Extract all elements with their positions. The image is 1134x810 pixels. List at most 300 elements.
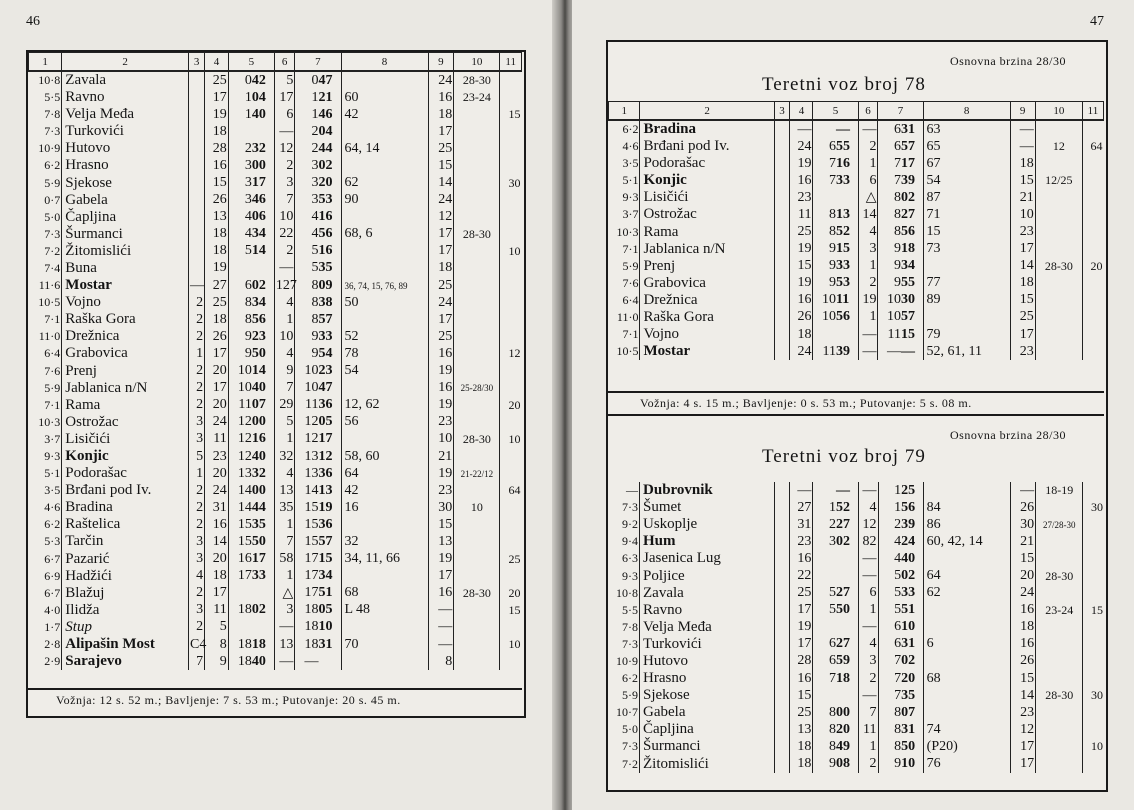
- col-3-value: 2: [189, 585, 205, 602]
- crossing-trains: [923, 619, 1010, 636]
- stop-duration: △: [274, 585, 294, 602]
- col-3-value: [774, 223, 790, 240]
- departure-hour: 8: [878, 721, 901, 738]
- col-3-value: 2: [189, 311, 205, 328]
- summary-footer-78: Vožnja: 4 s. 15 m.; Bavljenje: 0 s. 53 m.; Putovanje: 5 s. 08 m.: [640, 396, 972, 410]
- distance-km: 7·4: [44, 260, 61, 275]
- speed-limit: [454, 482, 500, 499]
- timetable-row: [609, 292, 1104, 309]
- col-4-value: 20: [205, 551, 229, 568]
- arrival-minute: 40: [251, 448, 266, 464]
- stop-duration: 6: [858, 172, 878, 189]
- arrival-hour: 6: [813, 138, 836, 155]
- station-name: Zavala: [62, 71, 189, 89]
- timetable-row: [29, 140, 522, 157]
- col-11-value: [1083, 567, 1104, 584]
- col-11-value: [500, 192, 522, 209]
- arrival-minute: 56: [251, 311, 266, 327]
- crossing-trains: [341, 157, 428, 174]
- col-3-value: 2: [189, 516, 205, 533]
- arrival-minute: 34: [251, 294, 266, 310]
- col-3-value: 3: [189, 431, 205, 448]
- speed-limit: 10: [454, 499, 500, 516]
- arrival-hour: 6: [813, 653, 836, 670]
- departure-hour: 18: [295, 619, 319, 636]
- col-9-value: 26: [1010, 653, 1035, 670]
- footer-divider: [28, 688, 522, 690]
- col-9-value: 15: [428, 516, 454, 533]
- distance-km: 7·6: [622, 275, 639, 290]
- departure-minute: 09: [318, 277, 333, 293]
- distance-km: 3·5: [44, 483, 61, 498]
- crossing-trains: [923, 687, 1010, 704]
- arrival-minute: [252, 585, 275, 602]
- crossing-trains: L 48: [341, 602, 428, 619]
- stop-duration: 1: [858, 309, 878, 326]
- timetable-row: [29, 328, 522, 345]
- crossing-trains: 71: [923, 206, 1010, 223]
- departure-minute: 57: [901, 309, 916, 325]
- departure-hour: 6: [878, 138, 901, 155]
- col-3-value: [189, 192, 205, 209]
- stop-duration: 5: [274, 414, 294, 431]
- distance-km: 10·7: [616, 705, 639, 720]
- col-11-value: [1083, 619, 1104, 636]
- stop-duration: —: [274, 260, 294, 277]
- speed-limit: [1035, 241, 1082, 258]
- col-4-value: 20: [205, 397, 229, 414]
- col-3-value: [774, 482, 790, 499]
- col-9-value: 24: [1010, 585, 1035, 602]
- col-3-value: [774, 499, 790, 516]
- col-9-value: 17: [428, 243, 454, 260]
- arrival-minute: 27: [835, 585, 850, 601]
- stop-duration: 9: [274, 363, 294, 380]
- col-11-value: [500, 568, 522, 585]
- crossing-trains: [341, 380, 428, 397]
- arrival-hour: 12: [228, 431, 252, 448]
- departure-hour: 12: [295, 431, 319, 448]
- timetable-row: [29, 209, 522, 226]
- page-number: 47: [1090, 14, 1104, 29]
- departure-hour: 7: [878, 172, 901, 189]
- col-9-value: 20: [1010, 567, 1035, 584]
- timetable-row: [608, 738, 1104, 755]
- distance-km: 5·1: [622, 173, 639, 188]
- speed-limit: [454, 448, 500, 465]
- crossing-trains: 36, 74, 15, 76, 89: [341, 277, 428, 294]
- crossing-trains: [341, 243, 428, 260]
- station-name: Ostrožac: [640, 206, 774, 223]
- crossing-trains: 86: [923, 516, 1010, 533]
- stop-duration: 2: [858, 756, 878, 773]
- arrival-hour: [228, 585, 252, 602]
- departure-hour: 5: [295, 243, 319, 260]
- departure-minute: 38: [318, 294, 333, 310]
- timetable-row: [29, 226, 522, 243]
- crossing-trains: 60, 42, 14: [923, 533, 1010, 550]
- arrival-hour: 6: [228, 277, 252, 294]
- crossing-trains: [923, 550, 1010, 567]
- col-9-value: 18: [1010, 155, 1035, 172]
- col-4-value: 28: [205, 140, 229, 157]
- col-3-value: 3: [189, 533, 205, 550]
- station-name: Jablanica n/N: [640, 241, 774, 258]
- col-4-value: 28: [790, 653, 813, 670]
- distance-km: 7·1: [44, 312, 61, 327]
- crossing-trains: 42: [341, 106, 428, 123]
- crossing-trains: 54: [923, 172, 1010, 189]
- col-3-value: [774, 738, 790, 755]
- col-4-value: 26: [205, 328, 229, 345]
- departure-minute: 57: [318, 533, 333, 549]
- arrival-hour: 10: [813, 292, 836, 309]
- col-11-value: [1082, 155, 1103, 172]
- departure-hour: 4: [295, 209, 319, 226]
- col-3-value: 3: [189, 414, 205, 431]
- speed-limit: 27/28-30: [1036, 516, 1083, 533]
- col-3-value: [774, 567, 790, 584]
- col-3-value: 2: [189, 619, 205, 636]
- speed-limit: [1035, 309, 1082, 326]
- departure-minute: 02: [901, 189, 916, 205]
- speed-limit: [454, 140, 500, 157]
- col-3-value: [774, 120, 790, 138]
- col-11-value: [1083, 636, 1104, 653]
- col-4-value: 17: [790, 636, 813, 653]
- col-4-value: 17: [205, 380, 229, 397]
- col-4-value: 16: [205, 516, 229, 533]
- arrival-hour: 9: [228, 345, 252, 362]
- speed-limit: 28-30: [1036, 687, 1083, 704]
- arrival-hour: 12: [228, 448, 252, 465]
- station-name: Prenj: [640, 258, 774, 275]
- distance-km: 6·4: [622, 292, 639, 307]
- speed-limit: [1036, 550, 1083, 567]
- arrival-minute: —: [835, 482, 850, 498]
- stop-duration: 14: [858, 206, 878, 223]
- departure-minute: 19: [318, 499, 333, 515]
- col-9-value: 19: [428, 551, 454, 568]
- col-9-value: 12: [428, 209, 454, 226]
- departure-hour: 1: [295, 89, 319, 106]
- col-11-value: [1083, 670, 1104, 687]
- col-3-value: 2: [189, 363, 205, 380]
- col-3-value: [189, 157, 205, 174]
- distance-km: 7·8: [622, 619, 639, 634]
- departure-minute: 46: [318, 106, 333, 122]
- col-3-value: [774, 138, 790, 155]
- stop-duration: 6: [274, 106, 294, 123]
- col-4-value: 31: [790, 516, 813, 533]
- col-4-value: 27: [790, 499, 813, 516]
- col-3-value: 2: [189, 482, 205, 499]
- arrival-hour: 8: [813, 738, 836, 755]
- col-4-value: 9: [205, 653, 229, 670]
- departure-hour: 7: [878, 687, 901, 704]
- col-4-value: 27: [205, 277, 229, 294]
- col-9-value: —: [1010, 120, 1035, 138]
- col-11-value: 25: [500, 551, 522, 568]
- timetable-row: [609, 120, 1104, 138]
- stop-duration: 2: [858, 670, 878, 687]
- arrival-hour: 1: [228, 106, 252, 123]
- departure-minute: 36: [318, 465, 333, 481]
- distance-km: 6·4: [44, 346, 61, 361]
- distance-km: 4·6: [622, 139, 639, 154]
- timetable-row: [609, 172, 1104, 189]
- col-11-value: [500, 414, 522, 431]
- station-name: Šurmanci: [640, 738, 775, 755]
- distance-km: 10·9: [616, 653, 639, 668]
- col-4-value: 23: [205, 448, 229, 465]
- departure-hour: 3: [295, 174, 319, 191]
- col-3-value: [774, 550, 790, 567]
- col-9-value: 10: [1010, 206, 1035, 223]
- speed-limit: 21-22/12: [454, 465, 500, 482]
- departure-hour: 8: [878, 738, 901, 755]
- col-11-value: [500, 653, 522, 670]
- distance-km: 5·9: [622, 688, 639, 703]
- distance-km: 9·4: [622, 534, 639, 549]
- arrival-minute: 50: [251, 533, 266, 549]
- col-11-value: [1083, 653, 1104, 670]
- col-11-value: [1083, 756, 1104, 773]
- column-header-3: 3: [189, 53, 205, 72]
- col-11-value: [500, 209, 522, 226]
- departure-minute: 10: [318, 619, 333, 635]
- col-11-value: [500, 294, 522, 311]
- col-9-value: 17: [428, 123, 454, 140]
- departure-hour: 9: [878, 241, 901, 258]
- timetable-row: [29, 174, 522, 191]
- column-header-2: 2: [640, 102, 774, 121]
- base-speed-79: Osnovna brzina 28/30: [950, 428, 1066, 442]
- distance-km: 7·3: [44, 124, 61, 139]
- stop-duration: —: [858, 120, 878, 138]
- arrival-minute: 27: [835, 636, 850, 652]
- arrival-hour: 11: [228, 397, 252, 414]
- stop-duration: 127: [275, 277, 297, 293]
- departure-minute: 17: [901, 155, 916, 171]
- col-4-value: 24: [790, 343, 813, 360]
- arrival-minute: 50: [835, 602, 850, 618]
- col-11-value: 20: [500, 397, 522, 414]
- arrival-hour: 8: [813, 223, 836, 240]
- col-11-value: 15: [500, 602, 522, 619]
- col-3-value: 2: [189, 294, 205, 311]
- col-9-value: 25: [428, 277, 454, 294]
- col-9-value: —: [1010, 482, 1035, 499]
- arrival-hour: 5: [813, 585, 836, 602]
- column-header-11: 11: [1082, 102, 1103, 121]
- arrival-hour: 3: [228, 157, 252, 174]
- arrival-hour: 15: [228, 533, 252, 550]
- arrival-minute: [836, 619, 858, 636]
- col-4-value: 22: [790, 567, 813, 584]
- departure-hour: 2: [878, 516, 901, 533]
- col-11-value: [1083, 585, 1104, 602]
- arrival-minute: 16: [836, 155, 851, 171]
- speed-limit: [1036, 704, 1083, 721]
- distance-km: 6·9: [44, 568, 61, 583]
- distance-km: 5·0: [622, 722, 639, 737]
- arrival-hour: 18: [228, 653, 252, 670]
- col-4-value: 19: [790, 241, 813, 258]
- distance-km: 11·0: [616, 309, 639, 324]
- departure-hour: 10: [878, 292, 901, 309]
- col-11-value: [500, 123, 522, 140]
- departure-minute: 40: [901, 550, 916, 566]
- distance-km: 5·5: [622, 602, 639, 617]
- departure-hour: 10: [295, 380, 319, 397]
- col-9-value: 25: [1010, 309, 1035, 326]
- departure-minute: 23: [318, 363, 333, 379]
- station-name: Uskoplje: [640, 516, 775, 533]
- stop-duration: —: [858, 482, 878, 499]
- col-4-value: 16: [790, 550, 813, 567]
- distance-km: 5·9: [622, 258, 639, 273]
- col-9-value: 19: [428, 363, 454, 380]
- station-name: Pazarić: [62, 551, 189, 568]
- station-name: Dubrovnik: [640, 482, 775, 499]
- arrival-hour: 11: [813, 343, 836, 360]
- col-4-value: 8: [205, 636, 229, 653]
- stop-duration: 7: [274, 533, 294, 550]
- column-header-7: 7: [295, 53, 341, 72]
- speed-limit: [454, 551, 500, 568]
- col-11-value: [500, 499, 522, 516]
- timetable-row: [609, 343, 1104, 360]
- departure-hour: 0: [295, 71, 319, 89]
- timetable-row: [29, 465, 522, 482]
- stop-duration: —: [858, 343, 878, 360]
- col-4-value: 19: [790, 275, 813, 292]
- col-9-value: 17: [428, 568, 454, 585]
- station-name: Tarčin: [62, 533, 189, 550]
- col-3-value: [189, 174, 205, 191]
- arrival-hour: 3: [228, 174, 252, 191]
- arrival-minute: —: [836, 121, 851, 137]
- col-9-value: 14: [1010, 687, 1035, 704]
- station-name: Jablanica n/N: [62, 380, 189, 397]
- departure-hour: 2: [295, 140, 319, 157]
- timetable-row: [29, 516, 522, 533]
- stop-duration: 2: [274, 243, 294, 260]
- col-11-value: [500, 277, 522, 294]
- timetable-row: [29, 448, 522, 465]
- distance-km: 5·0: [44, 209, 61, 224]
- timetable-row: [29, 499, 522, 516]
- departure-hour: 12: [295, 414, 319, 431]
- stop-duration: 29: [274, 397, 294, 414]
- station-name: Alipašin Most: [62, 636, 189, 653]
- arrival-minute: 00: [251, 482, 266, 498]
- col-3-value: [774, 533, 790, 550]
- col-4-value: 19: [790, 619, 813, 636]
- crossing-trains: 84: [923, 499, 1010, 516]
- arrival-minute: 11: [836, 292, 850, 308]
- crossing-trains: 70: [341, 636, 428, 653]
- departure-minute: 20: [318, 175, 333, 191]
- departure-hour: 5: [878, 567, 901, 584]
- column-header-9: 9: [428, 53, 454, 72]
- col-9-value: 15: [1010, 550, 1035, 567]
- timetable-train-79: [608, 482, 1104, 773]
- col-3-value: 5: [189, 448, 205, 465]
- timetable-row: [29, 568, 522, 585]
- departure-minute: 56: [901, 224, 916, 240]
- departure-minute: 44: [318, 140, 333, 156]
- col-9-value: 25: [428, 328, 454, 345]
- arrival-hour: 13: [228, 465, 252, 482]
- col-3-value: [774, 326, 790, 343]
- speed-limit: [1035, 343, 1082, 360]
- col-4-value: 25: [790, 585, 813, 602]
- stop-duration: 10: [274, 328, 294, 345]
- distance-km: 0·7: [44, 192, 61, 207]
- station-name: Čapljina: [62, 209, 189, 226]
- distance-km: 3·5: [622, 156, 639, 171]
- departure-hour: 8: [878, 189, 901, 206]
- timetable-train-78: [608, 101, 1104, 360]
- departure-hour: 5: [878, 602, 901, 619]
- crossing-trains: 56: [341, 414, 428, 431]
- crossing-trains: [341, 516, 428, 533]
- departure-hour: 8: [878, 223, 901, 240]
- departure-hour: 9: [878, 275, 901, 292]
- section-divider: [608, 414, 1104, 416]
- timetable-row: [608, 567, 1104, 584]
- departure-hour: 8: [295, 311, 319, 328]
- arrival-hour: 16: [228, 551, 252, 568]
- col-11-value: [1083, 482, 1104, 499]
- distance-km: 10·5: [38, 295, 61, 310]
- departure-minute: 54: [318, 345, 333, 361]
- stop-duration: 4: [274, 294, 294, 311]
- col-11-value: [500, 71, 522, 89]
- col-4-value: —: [790, 120, 813, 138]
- distance-km: 7·3: [622, 500, 639, 515]
- departure-minute: 15: [901, 326, 916, 342]
- timetable-row: [29, 294, 522, 311]
- col-3-value: [774, 275, 790, 292]
- timetable-row: [608, 721, 1104, 738]
- arrival-minute: 52: [836, 224, 851, 240]
- departure-hour: 11: [295, 397, 319, 414]
- col-4-value: 31: [205, 499, 229, 516]
- speed-limit: [454, 106, 500, 123]
- departure-hour: 4: [878, 550, 901, 567]
- distance-km: 7·2: [622, 756, 639, 771]
- departure-hour: —: [878, 343, 901, 360]
- arrival-minute: [836, 550, 858, 567]
- departure-hour: 17: [295, 568, 319, 585]
- stop-duration: 58: [274, 551, 294, 568]
- distance-km: 2·8: [44, 637, 61, 652]
- col-11-value: [1082, 241, 1103, 258]
- crossing-trains: 79: [923, 326, 1010, 343]
- arrival-minute: 17: [251, 175, 266, 191]
- arrival-minute: 56: [836, 309, 851, 325]
- arrival-hour: [228, 123, 252, 140]
- col-11-value: [500, 533, 522, 550]
- stop-duration: 22: [274, 226, 294, 243]
- speed-limit: [454, 260, 500, 277]
- speed-limit: 12: [1035, 138, 1082, 155]
- crossing-trains: 90: [341, 192, 428, 209]
- distance-km: 5·3: [44, 534, 61, 549]
